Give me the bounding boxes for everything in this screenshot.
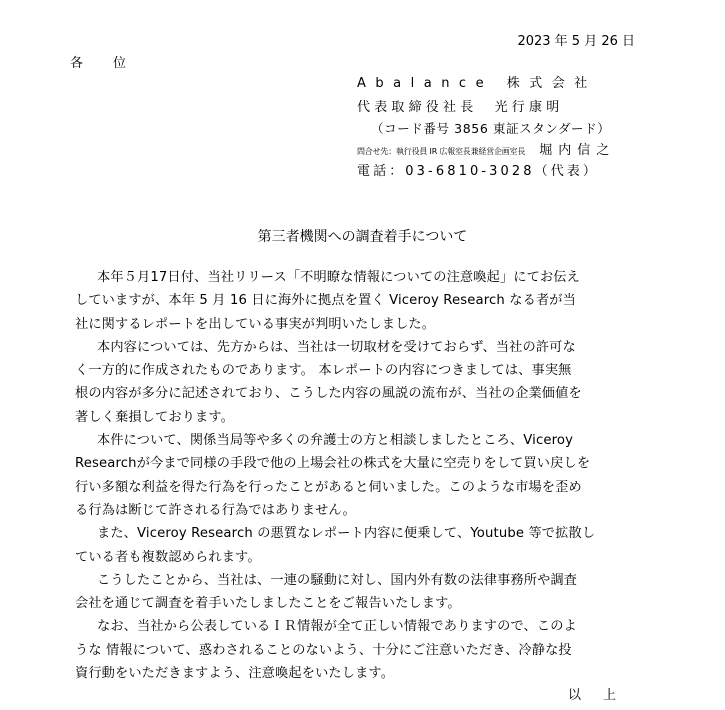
body-line: こうしたことから、当社は、一連の騒動に対し、国内外有数の法律事務所や調査: [97, 572, 578, 588]
body-line: 行い多額な利益を得た行為を行ったことがあると伺いました。このような市場を歪め: [75, 479, 582, 495]
document-title: 第三者機関への調査着手について: [257, 229, 468, 245]
body-line: る行為は断じて許される行為ではありません。: [75, 502, 356, 518]
contact-phone: 電話：03-6810-3028（代表）: [357, 164, 599, 179]
contact-info: [357, 139, 615, 158]
body-line: 本内容については、先方からは、当社は一切取材を受けておらず、当社の許可な: [97, 339, 576, 355]
body-line: ている者も複数認められます。: [75, 549, 261, 565]
body-line: なお、当社から公表しているＩＲ情報が全て正しい情報でありますので、このよ: [97, 619, 577, 635]
stock-code: （コード番号 3856 東証スタンダード）: [371, 121, 611, 136]
body-line: Researchが今まで同様の手段で他の上場会社の株式を大量に空売りをして買い戻しを: [75, 456, 591, 472]
body-line: く一方的に作成されたものであります。 本レポートの内容につきましては、事実無: [75, 363, 572, 379]
body-line: 著しく棄損しております。: [75, 409, 234, 425]
addressee: 各位: [70, 56, 157, 71]
body-line: 資行動をいただきますよう、注意喚起をいたします。: [75, 666, 395, 682]
contact-name: 堀内信之: [539, 143, 616, 158]
document-body: [75, 266, 635, 685]
body-line: 本年５月17日付、当社リリース「不明瞭な情報についての注意喚起」にてお伝え: [97, 270, 580, 285]
body-line: していますが、本年 5 月 16 日に海外に拠点を置く Viceroy Research なる者が当: [75, 293, 576, 309]
body-line: 会社を通じて調査を着手いたしましたことをご報告いたします。: [75, 596, 461, 612]
document-date: 2023 年 5 月 26 日: [517, 34, 635, 49]
body-line: また、Viceroy Research の悪質なレポート内容に便乗して、Youtube 等で拡散し: [97, 526, 596, 542]
sender-company: Abalance 株式会社: [357, 76, 597, 91]
sender-representative: 代表取締役社長 光行康明: [357, 100, 564, 115]
body-line: 社に関するレポートを出している事実が判明いたしました。: [75, 316, 436, 332]
body-line: 本件について、関係当局等や多くの弁護士の方と相談しましたところ、Viceroy: [97, 433, 574, 449]
contact-role: 問合せ先：執行役員 IR 広報室長兼経営企画室長: [357, 147, 526, 156]
body-line: 根の内容が多分に記述されており、こうした内容の風説の流布が、当社の企業価値を: [75, 386, 582, 402]
body-line: うな 情報について、惑わされることのないよう、十分にご注意いただき、冷静な投: [75, 642, 572, 658]
closing-remark: 以上: [568, 688, 639, 703]
